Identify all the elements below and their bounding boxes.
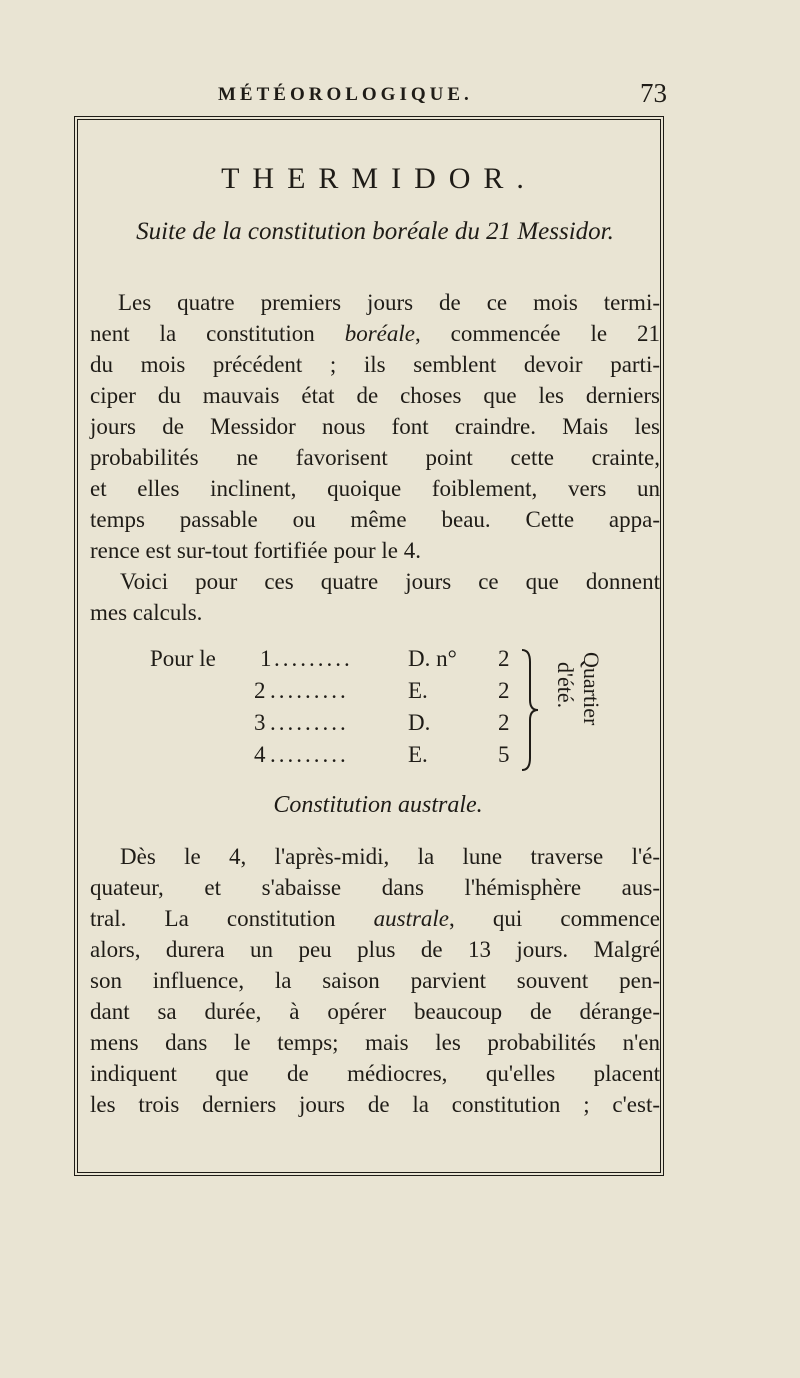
calc-row-3 bbox=[90, 710, 520, 740]
text-line: Les quatre premiers jours de ce mois termi- bbox=[118, 290, 660, 315]
text-line: ciper du mauvais état de choses que les derniers bbox=[90, 383, 660, 408]
calc-count: 5 bbox=[498, 742, 510, 767]
text-line: son influence, la saison parvient souvent pen- bbox=[90, 968, 660, 993]
calc-row-1 bbox=[90, 646, 520, 676]
page-content bbox=[90, 116, 660, 1120]
text-line: mes calculs. bbox=[90, 600, 203, 625]
calc-code: D. bbox=[408, 710, 431, 735]
text-line: Voici pour ces quatre jours ce que donnent bbox=[120, 569, 660, 594]
quarter-label-line2: d'été. bbox=[553, 662, 578, 709]
paragraph-2 bbox=[90, 841, 660, 1120]
emphasized-term: australe bbox=[373, 906, 450, 931]
section-title: Suite de la constitution boréale du 21 Messidor. bbox=[136, 218, 614, 245]
text-line: mens dans le temps; mais les probabilités n'en bbox=[90, 1030, 660, 1055]
quarter-label bbox=[546, 650, 606, 774]
calc-row-4 bbox=[90, 742, 520, 772]
text-line: et elles inclinent, quoique foiblement, vers un bbox=[90, 476, 660, 501]
text-line: temps passable ou même beau. Cette appa- bbox=[90, 507, 660, 532]
month-title: THERMIDOR. bbox=[221, 162, 537, 195]
quarter-label-line1: Quartier bbox=[579, 652, 604, 726]
calc-day: 3 bbox=[254, 710, 266, 735]
running-head: MÉTÉOROLOGIQUE. bbox=[218, 84, 473, 105]
text-line: nent la constitution boréale, commencée le 21 bbox=[90, 321, 660, 346]
calculation-table bbox=[90, 646, 660, 778]
text-line: probabilités ne favorisent point cette crainte, bbox=[90, 445, 660, 470]
text-line: Dès le 4, l'après-midi, la lune traverse l'é- bbox=[120, 844, 660, 869]
calc-dots: ......... bbox=[270, 742, 349, 767]
calc-row-2 bbox=[90, 678, 520, 708]
sub-title: Constitution australe. bbox=[273, 792, 483, 818]
text-line: quateur, et s'abaisse dans l'hémisphère aus- bbox=[90, 875, 660, 900]
calc-code: E. bbox=[408, 742, 428, 767]
emphasized-term: boréale bbox=[344, 321, 415, 346]
page-number: 73 bbox=[640, 78, 667, 108]
calc-day: 1 bbox=[260, 646, 272, 671]
calc-count: 2 bbox=[498, 710, 510, 735]
calc-count: 2 bbox=[498, 678, 510, 703]
page-header bbox=[0, 74, 800, 114]
curly-brace-icon bbox=[520, 648, 540, 772]
calc-dots: ......... bbox=[270, 710, 349, 735]
text-line: les trois derniers jours de la constitution ; c'est- bbox=[90, 1092, 660, 1117]
text-line: dant sa durée, à opérer beaucoup de dérange- bbox=[90, 999, 660, 1024]
calc-day: 2 bbox=[254, 678, 266, 703]
calc-dots: ......... bbox=[274, 646, 353, 671]
calc-intro: Pour le bbox=[150, 646, 216, 671]
calc-code: E. bbox=[408, 678, 428, 703]
calc-code: D. n° bbox=[408, 646, 457, 671]
calc-dots: ......... bbox=[270, 678, 349, 703]
text-line: alors, durera un peu plus de 13 jours. Malgré bbox=[90, 937, 660, 962]
paragraph-1 bbox=[90, 287, 660, 628]
calc-count: 2 bbox=[498, 646, 510, 671]
text-line: du mois précédent ; ils semblent devoir parti- bbox=[90, 352, 660, 377]
text-line: indiquent que de médiocres, qu'elles placent bbox=[90, 1061, 660, 1086]
text-line: jours de Messidor nous font craindre. Mais les bbox=[90, 414, 660, 439]
text-line: tral. La constitution australe, qui commence bbox=[90, 906, 661, 931]
text-line: rence est sur-tout fortifiée pour le 4. bbox=[90, 538, 421, 563]
calc-day: 4 bbox=[254, 742, 266, 767]
